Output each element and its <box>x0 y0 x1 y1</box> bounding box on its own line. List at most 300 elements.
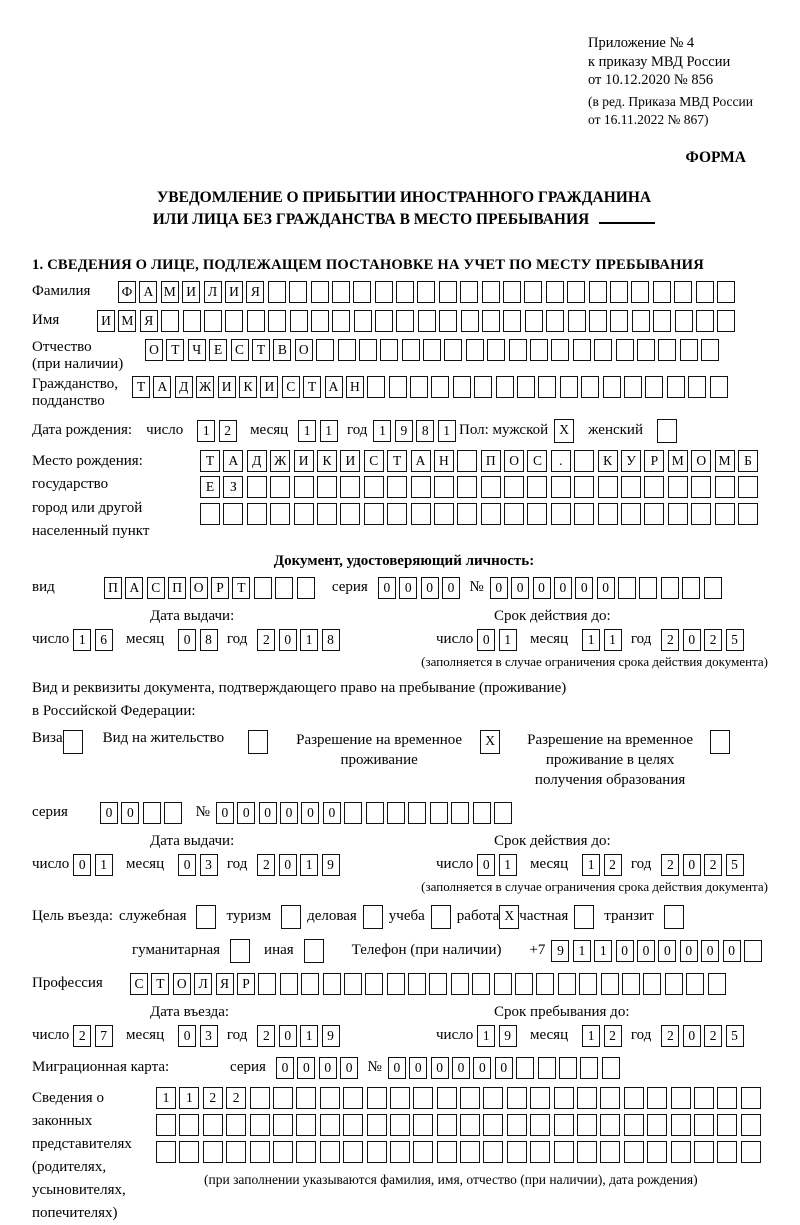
char-cell[interactable] <box>637 339 655 361</box>
char-cell[interactable] <box>294 503 314 525</box>
char-cell[interactable] <box>247 503 267 525</box>
char-cell[interactable]: О <box>190 577 208 599</box>
char-cell[interactable] <box>474 376 492 398</box>
char-cell[interactable] <box>644 476 664 498</box>
char-cell[interactable] <box>701 339 719 361</box>
char-cell[interactable] <box>411 503 431 525</box>
char-cell[interactable]: 3 <box>200 1025 218 1047</box>
char-cell[interactable] <box>671 1087 691 1109</box>
char-cell[interactable] <box>631 281 649 303</box>
char-cell[interactable] <box>481 503 501 525</box>
char-cell[interactable]: О <box>295 339 313 361</box>
char-cell[interactable] <box>507 1114 527 1136</box>
char-cell[interactable] <box>344 973 362 995</box>
char-cell[interactable]: Я <box>140 310 158 332</box>
char-cell[interactable] <box>364 476 384 498</box>
char-cell[interactable] <box>460 281 478 303</box>
char-cell[interactable] <box>63 730 83 754</box>
char-cell[interactable]: О <box>145 339 163 361</box>
char-cell[interactable] <box>483 1087 503 1109</box>
char-cell[interactable] <box>594 339 612 361</box>
char-cell[interactable] <box>434 476 454 498</box>
char-cell[interactable] <box>504 476 524 498</box>
char-cell[interactable]: 0 <box>554 577 572 599</box>
char-cell[interactable] <box>437 1114 457 1136</box>
char-cell[interactable] <box>247 476 267 498</box>
char-cell[interactable] <box>671 1114 691 1136</box>
char-cell[interactable] <box>509 339 527 361</box>
char-cell[interactable]: 1 <box>582 854 600 876</box>
char-cell[interactable] <box>621 476 641 498</box>
char-cell[interactable]: 1 <box>300 629 318 651</box>
char-cell[interactable] <box>273 1141 293 1163</box>
char-cell[interactable] <box>344 802 362 824</box>
char-cell[interactable] <box>503 281 521 303</box>
char-cell[interactable]: 0 <box>178 1025 196 1047</box>
char-cell[interactable] <box>230 939 250 963</box>
char-cell[interactable]: 2 <box>257 629 275 651</box>
char-cell[interactable] <box>647 1087 667 1109</box>
char-cell[interactable]: Т <box>232 577 250 599</box>
char-cell[interactable]: 5 <box>726 854 744 876</box>
char-cell[interactable] <box>577 1114 597 1136</box>
char-cell[interactable]: 1 <box>499 629 517 651</box>
char-cell[interactable] <box>472 973 490 995</box>
char-cell[interactable]: 1 <box>604 629 622 651</box>
char-cell[interactable] <box>481 476 501 498</box>
char-cell[interactable]: 0 <box>388 1057 406 1079</box>
char-cell[interactable]: 9 <box>551 940 569 962</box>
char-cell[interactable]: 1 <box>95 854 113 876</box>
char-cell[interactable]: 0 <box>452 1057 470 1079</box>
char-cell[interactable] <box>567 281 585 303</box>
char-cell[interactable]: 0 <box>178 854 196 876</box>
char-cell[interactable] <box>431 905 451 929</box>
char-cell[interactable] <box>402 339 420 361</box>
char-cell[interactable]: 1 <box>300 854 318 876</box>
char-cell[interactable] <box>554 1141 574 1163</box>
char-cell[interactable] <box>268 281 286 303</box>
char-cell[interactable]: 2 <box>661 1025 679 1047</box>
char-cell[interactable] <box>653 281 671 303</box>
char-cell[interactable] <box>577 1087 597 1109</box>
char-cell[interactable] <box>390 1141 410 1163</box>
char-cell[interactable]: 0 <box>431 1057 449 1079</box>
char-cell[interactable]: 2 <box>257 854 275 876</box>
char-cell[interactable] <box>675 310 693 332</box>
char-cell[interactable] <box>387 973 405 995</box>
char-cell[interactable]: 0 <box>616 940 634 962</box>
char-cell[interactable]: Я <box>246 281 264 303</box>
char-cell[interactable] <box>574 905 594 929</box>
char-cell[interactable] <box>301 973 319 995</box>
char-cell[interactable] <box>332 281 350 303</box>
char-cell[interactable] <box>717 1087 737 1109</box>
char-cell[interactable]: 1 <box>438 420 456 442</box>
char-cell[interactable]: И <box>225 281 243 303</box>
char-cell[interactable] <box>744 940 762 962</box>
char-cell[interactable] <box>365 973 383 995</box>
char-cell[interactable]: Т <box>166 339 184 361</box>
char-cell[interactable] <box>482 310 500 332</box>
char-cell[interactable] <box>387 476 407 498</box>
char-cell[interactable]: Т <box>252 339 270 361</box>
char-cell[interactable]: Т <box>132 376 150 398</box>
char-cell[interactable] <box>610 281 628 303</box>
char-cell[interactable]: 0 <box>575 577 593 599</box>
char-cell[interactable] <box>704 577 722 599</box>
char-cell[interactable] <box>525 310 543 332</box>
char-cell[interactable] <box>551 503 571 525</box>
char-cell[interactable] <box>457 503 477 525</box>
char-cell[interactable] <box>273 1087 293 1109</box>
char-cell[interactable] <box>275 577 293 599</box>
char-cell[interactable] <box>179 1141 199 1163</box>
char-cell[interactable]: 9 <box>322 1025 340 1047</box>
char-cell[interactable] <box>396 310 414 332</box>
char-cell[interactable] <box>451 802 469 824</box>
char-cell[interactable] <box>664 905 684 929</box>
char-cell[interactable]: 0 <box>421 577 439 599</box>
char-cell[interactable]: П <box>168 577 186 599</box>
char-cell[interactable]: М <box>715 450 735 472</box>
char-cell[interactable]: 9 <box>395 420 413 442</box>
char-cell[interactable]: 1 <box>73 629 91 651</box>
char-cell[interactable]: К <box>317 450 337 472</box>
char-cell[interactable] <box>413 1141 433 1163</box>
char-cell[interactable]: 2 <box>704 629 722 651</box>
char-cell[interactable]: 8 <box>200 629 218 651</box>
char-cell[interactable]: Т <box>303 376 321 398</box>
char-cell[interactable] <box>507 1141 527 1163</box>
char-cell[interactable]: 0 <box>259 802 277 824</box>
char-cell[interactable] <box>691 503 711 525</box>
char-cell[interactable]: С <box>282 376 300 398</box>
char-cell[interactable]: 1 <box>197 420 215 442</box>
char-cell[interactable] <box>323 973 341 995</box>
char-cell[interactable]: О <box>691 450 711 472</box>
char-cell[interactable] <box>320 1087 340 1109</box>
char-cell[interactable] <box>530 1114 550 1136</box>
char-cell[interactable] <box>558 973 576 995</box>
char-cell[interactable] <box>682 577 700 599</box>
char-cell[interactable] <box>503 310 521 332</box>
char-cell[interactable]: 0 <box>658 940 676 962</box>
char-cell[interactable] <box>296 1141 316 1163</box>
char-cell[interactable] <box>483 1114 503 1136</box>
char-cell[interactable] <box>367 1141 387 1163</box>
char-cell[interactable]: 2 <box>604 1025 622 1047</box>
char-cell[interactable] <box>316 339 334 361</box>
char-cell[interactable]: 2 <box>704 854 722 876</box>
char-cell[interactable] <box>343 1141 363 1163</box>
char-cell[interactable]: Б <box>738 450 758 472</box>
char-cell[interactable]: 9 <box>322 854 340 876</box>
char-cell[interactable] <box>577 1141 597 1163</box>
char-cell[interactable] <box>343 1114 363 1136</box>
char-cell[interactable] <box>717 1141 737 1163</box>
char-cell[interactable] <box>473 802 491 824</box>
char-cell[interactable]: 0 <box>477 629 495 651</box>
char-cell[interactable] <box>250 1087 270 1109</box>
char-cell[interactable]: 2 <box>604 854 622 876</box>
char-cell[interactable] <box>530 1141 550 1163</box>
char-cell[interactable]: 1 <box>582 629 600 651</box>
char-cell[interactable] <box>507 1087 527 1109</box>
char-cell[interactable]: 0 <box>279 1025 297 1047</box>
char-cell[interactable] <box>410 376 428 398</box>
char-cell[interactable]: Ф <box>118 281 136 303</box>
char-cell[interactable] <box>622 973 640 995</box>
char-cell[interactable]: 0 <box>442 577 460 599</box>
char-cell[interactable] <box>418 310 436 332</box>
char-cell[interactable]: М <box>668 450 688 472</box>
char-cell[interactable] <box>411 476 431 498</box>
char-cell[interactable] <box>444 339 462 361</box>
char-cell[interactable]: Р <box>644 450 664 472</box>
char-cell[interactable] <box>225 310 243 332</box>
char-cell[interactable] <box>738 476 758 498</box>
char-cell[interactable] <box>598 503 618 525</box>
char-cell[interactable] <box>559 1057 577 1079</box>
char-cell[interactable]: 0 <box>511 577 529 599</box>
char-cell[interactable] <box>581 376 599 398</box>
char-cell[interactable] <box>250 1141 270 1163</box>
char-cell[interactable] <box>317 476 337 498</box>
char-cell[interactable]: 0 <box>399 577 417 599</box>
char-cell[interactable] <box>598 476 618 498</box>
char-cell[interactable] <box>624 376 642 398</box>
char-cell[interactable] <box>434 503 454 525</box>
char-cell[interactable]: И <box>340 450 360 472</box>
char-cell[interactable] <box>554 1087 574 1109</box>
char-cell[interactable] <box>340 503 360 525</box>
char-cell[interactable]: 7 <box>95 1025 113 1047</box>
char-cell[interactable]: Н <box>346 376 364 398</box>
char-cell[interactable] <box>340 476 360 498</box>
char-cell[interactable] <box>354 310 372 332</box>
char-cell[interactable] <box>601 973 619 995</box>
char-cell[interactable] <box>665 973 683 995</box>
char-cell[interactable]: А <box>139 281 157 303</box>
char-cell[interactable]: X <box>499 905 519 929</box>
char-cell[interactable] <box>294 476 314 498</box>
char-cell[interactable] <box>280 973 298 995</box>
char-cell[interactable]: Е <box>209 339 227 361</box>
char-cell[interactable] <box>657 419 677 443</box>
char-cell[interactable]: 0 <box>100 802 118 824</box>
char-cell[interactable] <box>161 310 179 332</box>
char-cell[interactable] <box>738 503 758 525</box>
char-cell[interactable] <box>530 339 548 361</box>
char-cell[interactable] <box>353 281 371 303</box>
char-cell[interactable] <box>389 376 407 398</box>
char-cell[interactable]: 0 <box>297 1057 315 1079</box>
char-cell[interactable] <box>317 503 337 525</box>
char-cell[interactable] <box>320 1114 340 1136</box>
char-cell[interactable] <box>624 1141 644 1163</box>
char-cell[interactable] <box>423 339 441 361</box>
char-cell[interactable] <box>536 973 554 995</box>
char-cell[interactable] <box>494 973 512 995</box>
char-cell[interactable] <box>688 376 706 398</box>
char-cell[interactable]: 0 <box>279 629 297 651</box>
char-cell[interactable] <box>367 376 385 398</box>
char-cell[interactable] <box>437 1141 457 1163</box>
char-cell[interactable] <box>560 376 578 398</box>
char-cell[interactable] <box>390 1114 410 1136</box>
char-cell[interactable] <box>367 1087 387 1109</box>
char-cell[interactable] <box>200 503 220 525</box>
char-cell[interactable]: 0 <box>723 940 741 962</box>
char-cell[interactable]: 0 <box>477 854 495 876</box>
char-cell[interactable] <box>717 310 735 332</box>
char-cell[interactable]: Ч <box>188 339 206 361</box>
char-cell[interactable] <box>589 281 607 303</box>
char-cell[interactable]: 1 <box>179 1087 199 1109</box>
char-cell[interactable]: . <box>551 450 571 472</box>
char-cell[interactable]: В <box>273 339 291 361</box>
char-cell[interactable]: 0 <box>279 854 297 876</box>
char-cell[interactable] <box>610 310 628 332</box>
char-cell[interactable] <box>156 1141 176 1163</box>
char-cell[interactable] <box>661 577 679 599</box>
char-cell[interactable] <box>538 376 556 398</box>
char-cell[interactable] <box>717 1114 737 1136</box>
char-cell[interactable] <box>156 1114 176 1136</box>
char-cell[interactable]: Д <box>247 450 267 472</box>
char-cell[interactable] <box>618 577 636 599</box>
char-cell[interactable]: К <box>598 450 618 472</box>
char-cell[interactable] <box>644 503 664 525</box>
char-cell[interactable]: О <box>173 973 191 995</box>
char-cell[interactable]: 3 <box>200 854 218 876</box>
char-cell[interactable] <box>694 1114 714 1136</box>
char-cell[interactable]: 2 <box>257 1025 275 1047</box>
char-cell[interactable]: П <box>104 577 122 599</box>
char-cell[interactable] <box>297 577 315 599</box>
char-cell[interactable] <box>647 1114 667 1136</box>
char-cell[interactable]: 0 <box>683 629 701 651</box>
char-cell[interactable] <box>524 281 542 303</box>
char-cell[interactable] <box>671 1141 691 1163</box>
char-cell[interactable]: Н <box>434 450 454 472</box>
char-cell[interactable]: Д <box>175 376 193 398</box>
char-cell[interactable] <box>258 973 276 995</box>
char-cell[interactable] <box>482 281 500 303</box>
char-cell[interactable]: 0 <box>683 1025 701 1047</box>
char-cell[interactable] <box>296 1114 316 1136</box>
char-cell[interactable] <box>270 476 290 498</box>
char-cell[interactable] <box>304 939 324 963</box>
char-cell[interactable] <box>574 450 594 472</box>
char-cell[interactable]: Я <box>216 973 234 995</box>
char-cell[interactable] <box>387 503 407 525</box>
char-cell[interactable] <box>338 339 356 361</box>
char-cell[interactable] <box>554 1114 574 1136</box>
char-cell[interactable]: С <box>130 973 148 995</box>
char-cell[interactable]: 0 <box>121 802 139 824</box>
char-cell[interactable] <box>653 310 671 332</box>
char-cell[interactable]: Ж <box>196 376 214 398</box>
char-cell[interactable] <box>668 476 688 498</box>
char-cell[interactable]: 0 <box>237 802 255 824</box>
char-cell[interactable] <box>254 577 272 599</box>
char-cell[interactable]: А <box>125 577 143 599</box>
char-cell[interactable] <box>311 310 329 332</box>
char-cell[interactable] <box>580 1057 598 1079</box>
char-cell[interactable] <box>632 310 650 332</box>
char-cell[interactable]: И <box>218 376 236 398</box>
char-cell[interactable]: С <box>527 450 547 472</box>
char-cell[interactable] <box>494 802 512 824</box>
char-cell[interactable] <box>483 1141 503 1163</box>
char-cell[interactable] <box>496 376 514 398</box>
char-cell[interactable] <box>573 339 591 361</box>
char-cell[interactable]: М <box>161 281 179 303</box>
char-cell[interactable] <box>600 1114 620 1136</box>
char-cell[interactable]: И <box>294 450 314 472</box>
char-cell[interactable]: Л <box>204 281 222 303</box>
char-cell[interactable]: 2 <box>661 854 679 876</box>
char-cell[interactable] <box>196 905 216 929</box>
char-cell[interactable]: М <box>118 310 136 332</box>
char-cell[interactable]: 0 <box>683 854 701 876</box>
char-cell[interactable] <box>551 476 571 498</box>
char-cell[interactable] <box>600 1087 620 1109</box>
char-cell[interactable] <box>691 476 711 498</box>
char-cell[interactable] <box>413 1087 433 1109</box>
char-cell[interactable] <box>574 503 594 525</box>
char-cell[interactable]: Т <box>200 450 220 472</box>
char-cell[interactable]: И <box>97 310 115 332</box>
char-cell[interactable] <box>429 973 447 995</box>
char-cell[interactable]: П <box>481 450 501 472</box>
char-cell[interactable] <box>579 973 597 995</box>
char-cell[interactable] <box>203 1114 223 1136</box>
char-cell[interactable]: 0 <box>597 577 615 599</box>
char-cell[interactable] <box>546 281 564 303</box>
char-cell[interactable]: 0 <box>340 1057 358 1079</box>
char-cell[interactable] <box>439 281 457 303</box>
char-cell[interactable] <box>380 339 398 361</box>
char-cell[interactable]: 0 <box>495 1057 513 1079</box>
char-cell[interactable]: 2 <box>661 629 679 651</box>
char-cell[interactable] <box>179 1114 199 1136</box>
char-cell[interactable] <box>164 802 182 824</box>
char-cell[interactable] <box>647 1141 667 1163</box>
char-cell[interactable] <box>708 973 726 995</box>
char-cell[interactable]: Л <box>194 973 212 995</box>
char-cell[interactable]: Ж <box>270 450 290 472</box>
char-cell[interactable] <box>430 802 448 824</box>
char-cell[interactable] <box>600 1141 620 1163</box>
char-cell[interactable] <box>530 1087 550 1109</box>
char-cell[interactable]: 8 <box>416 420 434 442</box>
char-cell[interactable] <box>408 973 426 995</box>
char-cell[interactable]: 1 <box>582 1025 600 1047</box>
char-cell[interactable] <box>460 1087 480 1109</box>
char-cell[interactable]: 0 <box>276 1057 294 1079</box>
char-cell[interactable]: С <box>147 577 165 599</box>
char-cell[interactable] <box>457 450 477 472</box>
char-cell[interactable]: 0 <box>533 577 551 599</box>
char-cell[interactable]: 0 <box>280 802 298 824</box>
char-cell[interactable] <box>364 503 384 525</box>
char-cell[interactable]: А <box>325 376 343 398</box>
char-cell[interactable] <box>453 376 471 398</box>
char-cell[interactable]: С <box>231 339 249 361</box>
